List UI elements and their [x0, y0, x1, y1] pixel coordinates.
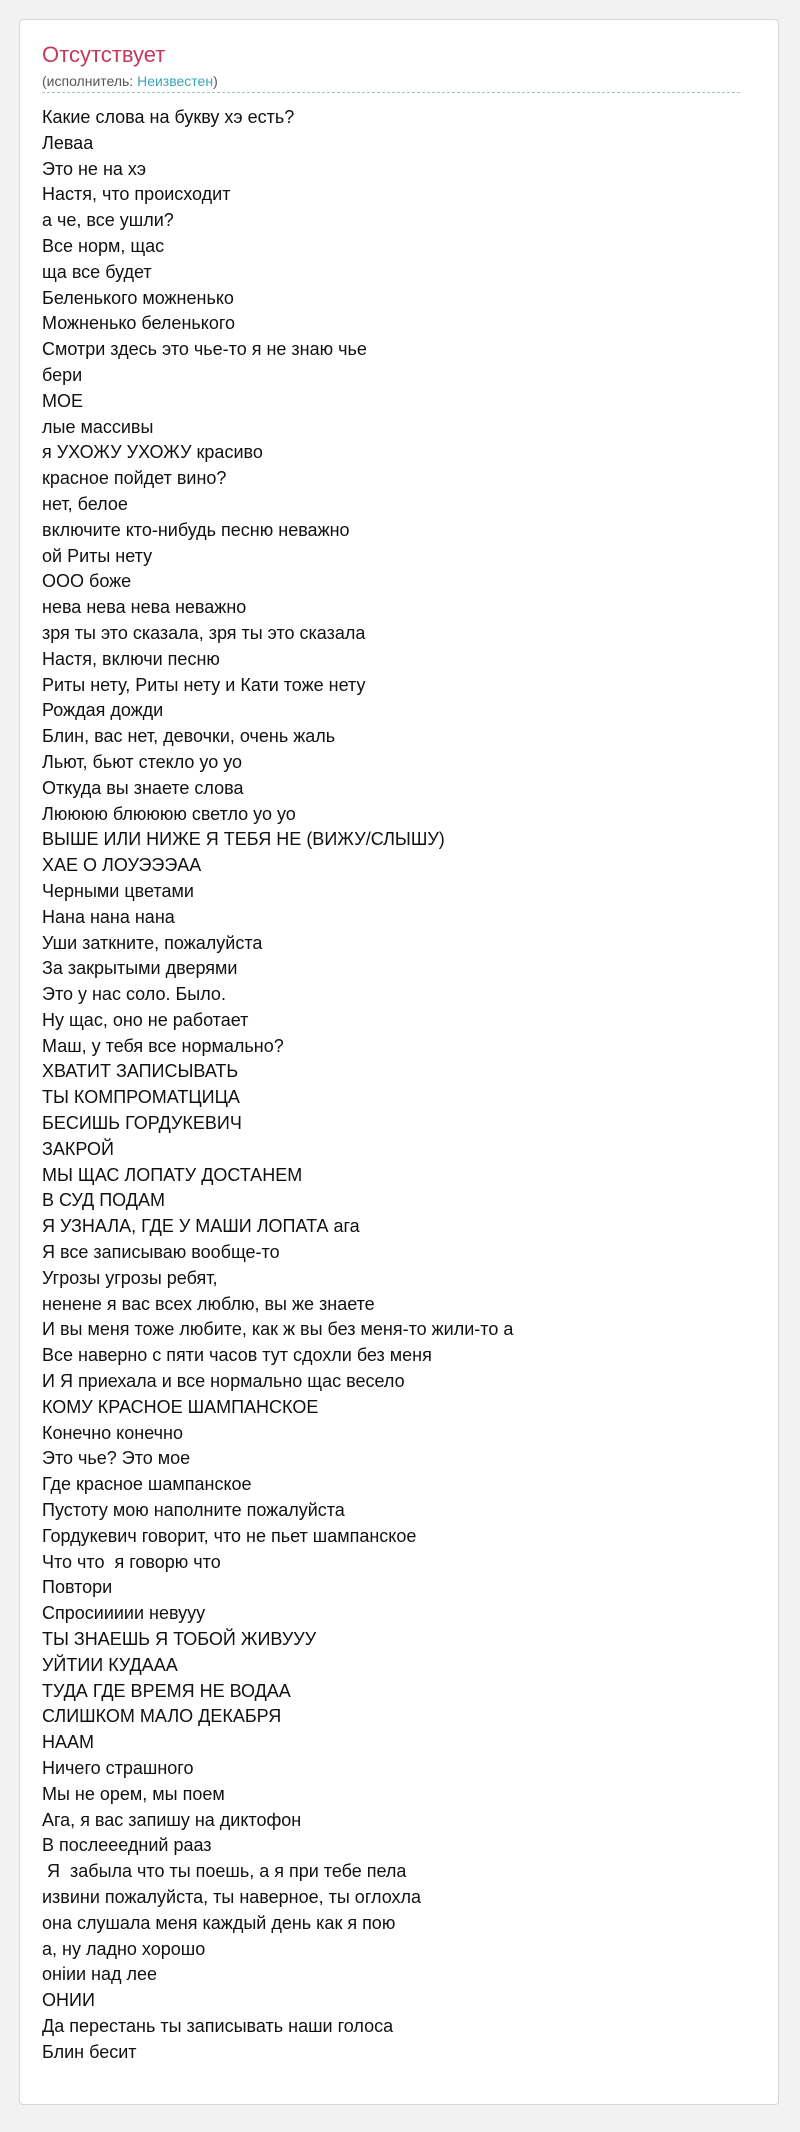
lyric-line: включите кто-нибудь песню неважно	[42, 519, 350, 540]
lyric-line: ТУДА ГДЕ ВРЕМЯ НЕ ВОДАА	[42, 1680, 291, 1701]
lyric-line: ой Риты нету	[42, 545, 153, 566]
lyric-line: Все норм, щас	[42, 235, 165, 256]
lyrics-card	[19, 19, 779, 2105]
lyric-line: БЕСИШЬ ГОРДУКЕВИЧ	[42, 1113, 242, 1134]
lyric-line: Блин, вас нет, девочки, очень жаль	[42, 726, 336, 747]
lyric-line: ТЫ КОМПРОМАТЦИЦА	[42, 1087, 240, 1108]
performer-line	[42, 72, 218, 90]
lyric-line: За закрытыми дверями	[42, 958, 238, 979]
lyric-line: Пустоту мою наполните пожалуйста	[42, 1500, 345, 1521]
lyric-line: СЛИШКОМ МАЛО ДЕКАБРЯ	[42, 1706, 282, 1727]
lyric-line: Повтори	[42, 1577, 113, 1598]
lyric-line: Я УЗНАЛА, ГДЕ У МАШИ ЛОПАТА ага	[42, 1216, 360, 1237]
lyric-line: МЫ ЩАС ЛОПАТУ ДОСТАНЕМ	[42, 1164, 303, 1185]
lyric-line: Рождая дожди	[42, 700, 164, 721]
lyric-line: ОНИИ	[42, 1990, 95, 2011]
lyric-line: бери	[42, 364, 83, 385]
lyric-line: Где красное шампанское	[42, 1474, 252, 1495]
lyric-line: онiии над лее	[42, 1964, 158, 1985]
lyric-line: Настя, включи песню	[42, 648, 220, 669]
lyric-line: Леваа	[42, 132, 94, 153]
lyric-line: Я все записываю вообще-то	[42, 1242, 280, 1263]
lyric-line: ООО боже	[42, 571, 132, 592]
header-divider	[42, 92, 740, 93]
lyric-line: ща все будет	[42, 261, 152, 282]
lyric-line: нева нева нева неважно	[42, 597, 247, 618]
lyric-line: ЗАКРОЙ	[42, 1138, 114, 1159]
lyric-line: Риты нету, Риты нету и Кати тоже нету	[42, 674, 366, 695]
lyric-line: Что что я говорю что	[42, 1551, 221, 1572]
lyric-line: Это чье? Это мое	[42, 1448, 191, 1469]
lyric-line: УЙТИИ КУДААА	[42, 1654, 178, 1675]
lyric-line: Да перестань ты записывать наши голоса	[42, 2015, 394, 2036]
lyric-line: нет, белое	[42, 493, 128, 514]
lyric-line: ХАЕ О ЛОУЭЭЭАА	[42, 855, 202, 876]
lyric-line: КОМУ КРАСНОЕ ШАМПАНСКОЕ	[42, 1396, 319, 1417]
lyric-line: я УХОЖУ УХОЖУ красиво	[42, 442, 263, 463]
lyric-line: Это у нас соло. Было.	[42, 984, 226, 1005]
lyric-line: МОЕ	[42, 390, 84, 411]
lyric-line: извини пожалуйста, ты наверное, ты оглохла	[42, 1886, 422, 1907]
lyric-line: красное пойдет вино?	[42, 468, 227, 489]
lyric-line: Льют, бьют стекло уо уо	[42, 751, 243, 772]
lyric-line: Люююю блюююю светло уо уо	[42, 803, 296, 824]
lyric-line: ТЫ ЗНАЕШЬ Я ТОБОЙ ЖИВУУУ	[42, 1629, 317, 1650]
performer-link[interactable]: Неизвестен	[137, 73, 214, 89]
lyric-line: Мы не орем, мы поем	[42, 1783, 225, 1804]
lyric-line: Нана нана нана	[42, 906, 175, 927]
lyric-line: а че, все ушли?	[42, 210, 174, 231]
lyric-line: Я забыла что ты поешь, а я при тебе пела	[42, 1861, 407, 1882]
lyric-line: Конечно конечно	[42, 1422, 183, 1443]
lyric-line: И Я приехала и все нормально щас весело	[42, 1371, 405, 1392]
lyric-line: ХВАТИТ ЗАПИСЫВАТЬ	[42, 1061, 239, 1082]
performer-prefix: (исполнитель:	[42, 73, 138, 89]
lyric-line: Ага, я вас запишу на диктофон	[42, 1809, 302, 1830]
lyric-line: Можненько беленького	[42, 313, 236, 334]
lyric-line: Ничего страшного	[42, 1758, 194, 1778]
lyric-line: Уши заткните, пожалуйста	[42, 932, 263, 953]
lyric-line: Маш, у тебя все нормально?	[42, 1035, 284, 1056]
lyric-line: И вы меня тоже любите, как ж вы без меня-то жили-то а	[42, 1319, 514, 1340]
lyric-line: Блин бесит	[42, 2041, 137, 2062]
lyric-line: Какие слова на букву хэ есть?	[42, 107, 295, 127]
lyric-line: зря ты это сказала, зря ты это сказала	[42, 622, 366, 643]
lyric-line: Это не на хэ	[42, 158, 147, 179]
song-title: Отсутствует	[42, 42, 166, 67]
lyric-line: ненене я вас всех люблю, вы же знаете	[42, 1293, 375, 1314]
lyric-line: В послееедний рааз	[42, 1835, 212, 1856]
lyric-line: лые массивы	[42, 416, 154, 437]
lyric-line: В СУД ПОДАМ	[42, 1190, 165, 1211]
lyric-line: а, ну ладно хорошо	[42, 1938, 206, 1959]
lyrics-list	[42, 105, 758, 2066]
lyric-line: ВЫШЕ ИЛИ НИЖЕ Я ТЕБЯ НЕ (ВИЖУ/СЛЫШУ)	[42, 829, 445, 850]
lyric-line: Смотри здесь это чье-то я не знаю чье	[42, 339, 367, 360]
lyric-line: Настя, что происходит	[42, 184, 231, 205]
lyric-line: она слушала меня каждый день как я пою	[42, 1912, 396, 1933]
lyric-line: Ну щас, оно не работает	[42, 1009, 249, 1030]
lyric-line: Спросиииии невууу	[42, 1603, 206, 1624]
performer-suffix: )	[213, 73, 218, 89]
lyric-line: НААМ	[42, 1732, 95, 1753]
lyric-line: Угрозы угрозы ребят,	[42, 1267, 218, 1288]
lyric-line: Беленького можненько	[42, 287, 234, 308]
lyric-line: Все наверно с пяти часов тут сдохли без меня	[42, 1345, 432, 1366]
lyric-line: Откуда вы знаете слова	[42, 777, 244, 798]
lyric-line: Гордукевич говорит, что не пьет шампанское	[42, 1525, 417, 1546]
lyric-line: Черными цветами	[42, 880, 194, 901]
